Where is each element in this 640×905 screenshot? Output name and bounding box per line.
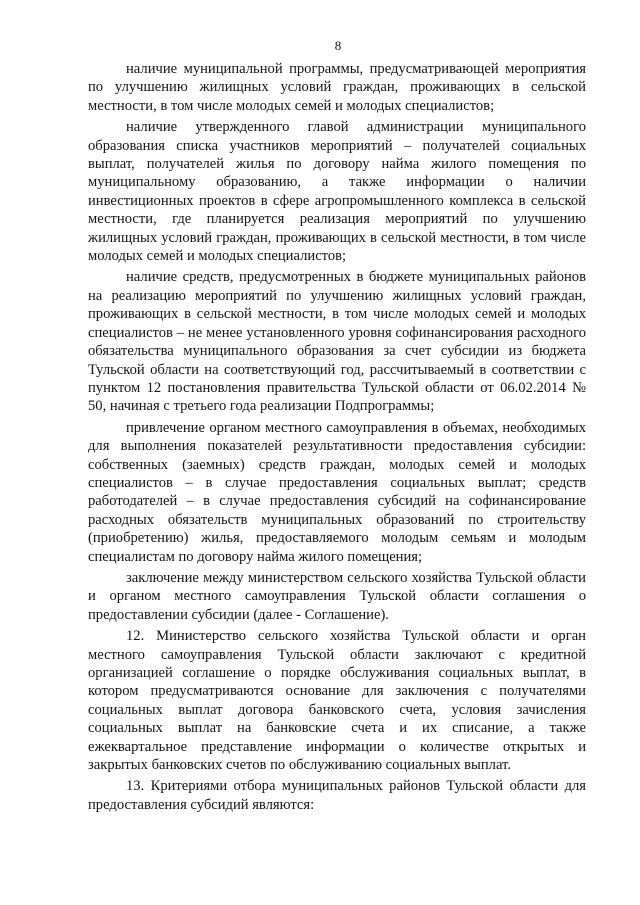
- document-body: [88, 60, 586, 817]
- paragraph-item-13: 13. Критериями отбора муниципальных районов Тульской области для предоставления субсидий являются:: [88, 778, 586, 813]
- paragraph-participants-list: наличие утвержденного главой администрации муниципального образования списка участников мероприятий – получателей социальных выплат, получателей жилья по договору найма жилого помещения по муниципальному образованию, а также информации о наличии инвестиционных проектов в сфере агропромышленного комплекса в сельской местности, где планируется реализация мероприятий по улучшению жилищных условий граждан, проживающих в сельской местности, в том числе молодых семей и молодых специалистов;: [88, 119, 586, 265]
- paragraph-budget-funds: наличие средств, предусмотренных в бюджете муниципальных районов на реализацию мероприятий по улучшению жилищных условий граждан, проживающих в сельской местности, в том числе молодых семей и молодых специалистов – не менее установленного уровня софинансирования расходного обязательства муниципального образования за счет субсидии из бюджета Тульской области на соответствующий год, рассчитываемый в соответствии с пунктом 12 постановления правительства Тульской области от 06.02.2014 № 50, начиная с третьего года реализации Подпрограммы;: [88, 269, 586, 415]
- page-number: 8: [334, 38, 342, 53]
- paragraph-municipal-program: наличие муниципальной программы, предусматривающей мероприятия по улучшению жилищных условий граждан, проживающих в сельской местности, в том числе молодых семей и молодых специалистов;: [88, 61, 586, 114]
- paragraph-item-12: 12. Министерство сельского хозяйства Тульской области и орган местного самоуправления Тульской области заключают с кредитной организацией соглашение о порядке обслуживания социальных выплат, в котором предусматриваются основание для заключения с получателями социальных выплат договора банковского счета, условия зачисления социальных выплат на банковские счета и их списание, а также ежеквартальное представление информации о количестве открытых и закрытых банковских счетов по обслуживанию социальных выплат.: [88, 628, 586, 774]
- paragraph-attraction-of-funds: привлечение органом местного самоуправления в объемах, необходимых для выполнения показателей результативности предоставления субсидии: собственных (заемных) средств граждан, молодых семей и молодых специалистов – в случае предоставления социальных выплат; средств работодателей – в случае предоставления субсидий на софинансирование расходных обязательств муниципальных образований по строительству (приобретению) жилья, предоставляемого молодым семьям и молодым специалистам по договору найма жилого помещения;: [88, 419, 586, 565]
- paragraph-agreement: заключение между министерством сельского хозяйства Тульской области и органом местного самоуправления Тульской области соглашения о предоставлении субсидии (далее - Соглашение).: [88, 569, 586, 623]
